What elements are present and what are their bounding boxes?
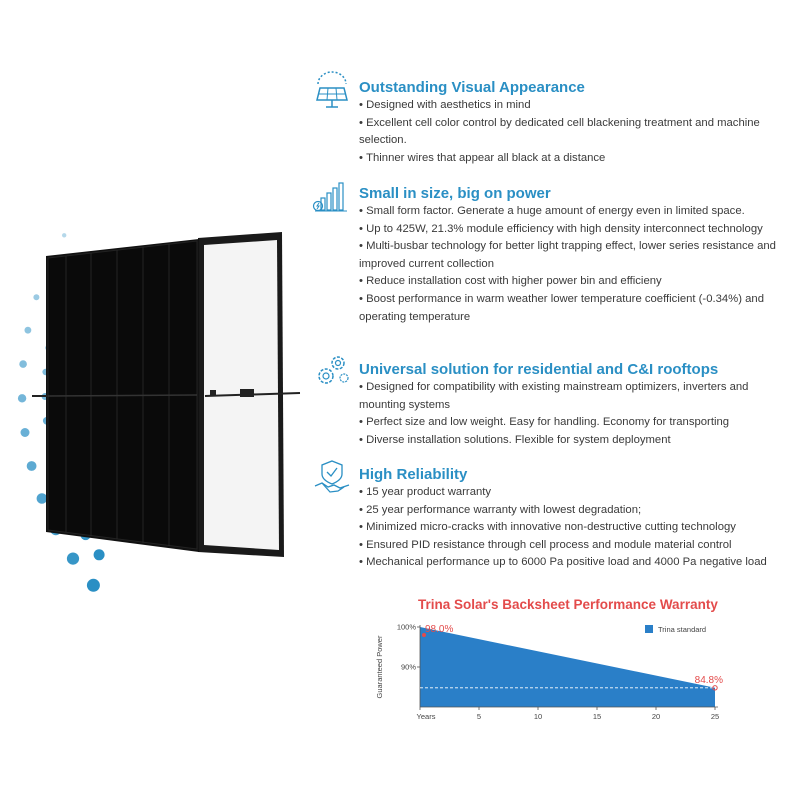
gears-icon xyxy=(312,350,352,390)
section-title: Outstanding Visual Appearance xyxy=(359,79,585,96)
solar-panel-icon xyxy=(312,70,352,110)
bullet-item: • Designed for compatibility with existing mainstream optimizers, inverters and mounting systems xyxy=(359,379,784,414)
bullet-item: • Thinner wires that appear all black at a distance xyxy=(359,150,784,168)
x-tick-label: 10 xyxy=(533,712,543,721)
y-tick-label: 90% xyxy=(400,662,416,672)
x-tick-label: 5 xyxy=(476,712,482,721)
x-tick-label: Years xyxy=(416,712,436,721)
warranty-chart xyxy=(370,615,750,725)
bullet-item: • Designed with aesthetics in mind xyxy=(359,97,784,115)
bullet-item: • 15 year product warranty xyxy=(359,484,784,502)
legend-swatch xyxy=(645,625,653,633)
legend-label: Trina standard xyxy=(658,625,707,634)
bullet-item: • Minimized micro-cracks with innovative non-destructive cutting technology xyxy=(359,519,784,537)
bullet-item: • Reduce installation cost with higher power bin and efficieny xyxy=(359,273,784,291)
y-axis-label: Guaranteed Power xyxy=(375,635,384,699)
x-tick-label: 20 xyxy=(651,712,661,721)
section-title: Small in size, big on power xyxy=(359,185,551,202)
section-small-size-big-power xyxy=(312,176,782,346)
bullet-item: • Diverse installation solutions. Flexible for system deployment xyxy=(359,432,784,450)
data-label: 84.8% xyxy=(694,674,723,686)
section-title: High Reliability xyxy=(359,466,468,483)
bullet-item: • Ensured PID resistance through cell process and module material control xyxy=(359,537,784,555)
section-title: Universal solution for residential and C&I rooftops xyxy=(359,361,719,378)
chart-title: Trina Solar's Backsheet Performance Warranty xyxy=(418,597,718,612)
section-visual-appearance xyxy=(312,70,782,175)
series-area xyxy=(420,627,715,707)
y-tick-label: 100% xyxy=(396,622,416,632)
bullet-item: • Excellent cell color control by dedicated cell blackening treatment and machine selection. xyxy=(359,115,784,150)
bullet-item: • Mechanical performance up to 6000 Pa positive load and 4000 Pa negative load xyxy=(359,554,784,572)
front-panel-cells xyxy=(32,239,199,552)
bullet-item: • Up to 425W, 21.3% module efficiency with high density interconnect technology xyxy=(359,221,784,239)
bullet-item: • Small form factor. Generate a huge amount of energy even in limited space. xyxy=(359,203,784,221)
section-universal-solution xyxy=(312,350,782,455)
x-tick-label: 15 xyxy=(592,712,602,721)
bullet-item: • 25 year performance warranty with lowest degradation; xyxy=(359,502,784,520)
bullet-item: • Multi-busbar technology for better light trapping effect, lower series resistance and improved current collection xyxy=(359,238,784,273)
rear-panel-backsheet xyxy=(198,232,300,557)
data-label: 98.0% xyxy=(425,624,454,635)
bar-chart-power-icon xyxy=(312,176,352,216)
bullet-item: • Perfect size and low weight. Easy for handling. Economy for transporting xyxy=(359,414,784,432)
x-tick-label: 25 xyxy=(710,712,720,721)
section-high-reliability xyxy=(312,458,782,593)
handshake-shield-icon xyxy=(312,458,352,498)
bullet-item: • Boost performance in warm weather lower temperature coefficient (-0.34%) and operating temperature xyxy=(359,291,784,326)
